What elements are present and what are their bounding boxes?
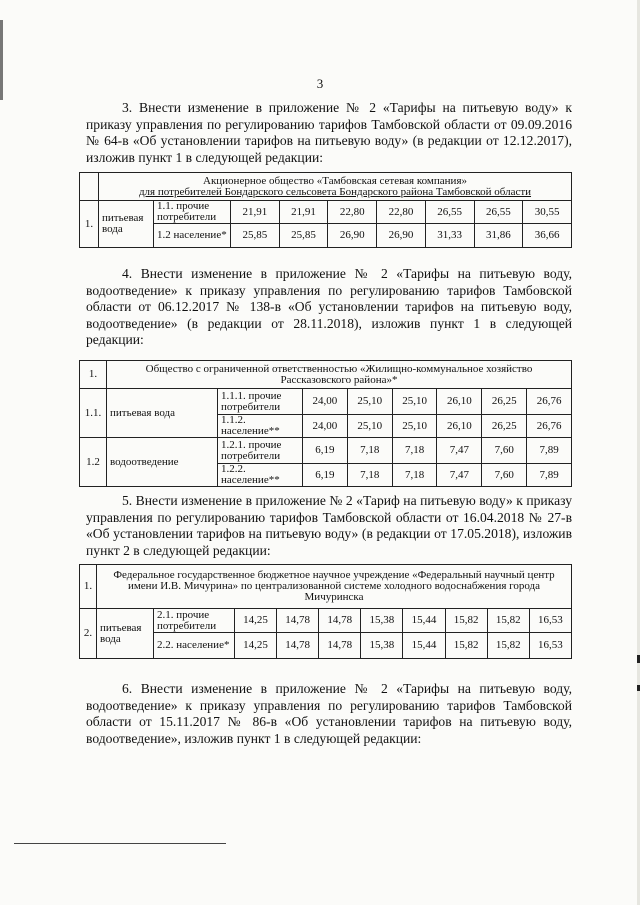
value-cell: 7,18 [347,464,392,487]
consumer-cell: 2.2. население* [154,633,235,659]
table-header: Акционерное общество «Тамбовская сетевая компания» для потребителей Бондарского сельсовета Бондарского района Тамбовской области [99,173,572,201]
value-cell: 15,38 [361,633,403,659]
value-cell: 7,60 [482,438,527,464]
value-cell: 30,55 [523,201,572,224]
table-row [80,224,572,248]
value-cell: 7,89 [527,464,572,487]
value-cell: 25,10 [392,415,437,438]
page-number: 3 [316,76,324,91]
value-cell: 26,25 [482,415,527,438]
value-cell: 25,85 [279,224,328,248]
value-cell: 7,47 [437,438,482,464]
value-cell: 31,86 [474,224,523,248]
consumer-cell: 2.1. прочие потребители [154,609,235,633]
value-cell: 26,76 [527,389,572,415]
value-cell: 26,90 [328,224,377,248]
table-row [80,633,572,659]
table-header-row [80,565,572,609]
table-header: Общество с ограниченной ответственностью «Жилищно-коммунальное хозяйство Рассказовского района»* [107,361,572,389]
value-cell: 21,91 [279,201,328,224]
value-cell: 36,66 [523,224,572,248]
row-number: 1. [80,201,99,248]
value-cell: 21,91 [231,201,280,224]
value-cell: 26,10 [437,415,482,438]
value-cell: 7,18 [347,438,392,464]
value-cell: 15,38 [361,609,403,633]
row-number: 1.1. [80,389,107,438]
table-row [80,201,572,224]
value-cell: 25,10 [392,389,437,415]
service-cell: питьевая вода [107,389,218,438]
row-number: 1.2 [80,438,107,487]
value-cell: 25,85 [231,224,280,248]
value-cell: 7,18 [392,464,437,487]
consumer-cell: 1.2.2. население** [218,464,303,487]
paragraph-5: 5. Внести изменение в приложение № 2 «Тариф на питьевую воду» к приказу управления по регулированию тарифов Тамбовской области от 16.04.2018 № 27-в «Об установлении тарифов на питьевую воду» (в редакции от 17.05.2018), изложив пункт 2 в следующей редакции: [86,493,572,558]
tariff-table-2 [79,360,572,487]
table-row [80,609,572,633]
value-cell: 14,78 [319,609,361,633]
consumer-cell: 1.2.1. прочие потребители [218,438,303,464]
paragraph-4: 4. Внести изменение в приложение № 2 «Тарифы на питьевую воду, водоотведение» к приказу управления по регулированию тарифов Тамбовской области от 06.12.2017 № 138-в «Об установлении тарифов на питьевую воду, водоотведение» (в редакции от 28.11.2018), изложив пункт 1 в следующей редакции: [86,266,572,347]
row-number: 2. [80,609,97,659]
tariff-table-3 [79,564,572,659]
value-cell: 15,44 [403,633,445,659]
service-cell: питьевая вода [99,201,154,248]
value-cell: 6,19 [303,438,348,464]
value-cell: 16,53 [529,633,571,659]
consumer-cell: 1.1.1. прочие потребители [218,389,303,415]
table-header-row [80,173,572,201]
value-cell: 26,55 [425,201,474,224]
value-cell: 6,19 [303,464,348,487]
value-cell: 14,78 [277,633,319,659]
value-cell: 14,25 [235,609,277,633]
table-row [80,389,572,415]
value-cell: 31,33 [425,224,474,248]
value-cell: 25,10 [347,389,392,415]
value-cell: 16,53 [529,609,571,633]
value-cell: 15,82 [487,609,529,633]
value-cell: 15,82 [445,609,487,633]
value-cell: 26,25 [482,389,527,415]
tariff-table-1 [79,172,572,248]
consumer-cell: 1.2 население* [154,224,231,248]
row-number: 1. [80,565,97,609]
consumer-cell: 1.1.2. население** [218,415,303,438]
value-cell: 22,80 [328,201,377,224]
value-cell: 14,78 [277,609,319,633]
value-cell: 24,00 [303,415,348,438]
value-cell: 15,44 [403,609,445,633]
value-cell: 26,90 [377,224,426,248]
value-cell: 15,82 [445,633,487,659]
paragraph-3: 3. Внести изменение в приложение № 2 «Тарифы на питьевую воду» к приказу управления по регулированию тарифов Тамбовской области от 09.09.2016 № 64-в «Об установлении тарифов на питьевую воду» (в редакции от 12.12.2017), изложив пункт 1 в следующей редакции: [86,100,572,165]
value-cell: 26,55 [474,201,523,224]
value-cell: 26,76 [527,415,572,438]
value-cell: 24,00 [303,389,348,415]
service-cell: водоотведение [107,438,218,487]
value-cell: 7,18 [392,438,437,464]
table-header: Федеральное государственное бюджетное научное учреждение «Федеральный научный центр имени И.В. Мичурина» по централизованной системе холодного водоснабжения города Мичуринска [97,565,572,609]
value-cell: 22,80 [377,201,426,224]
service-cell: питьевая вода [97,609,154,659]
table-header-row [80,361,572,389]
value-cell: 14,25 [235,633,277,659]
paragraph-6: 6. Внести изменение в приложение № 2 «Тарифы на питьевую воду, водоотведение» к приказу управления по регулированию тарифов Тамбовской области от 15.11.2017 № 86-в «Об установлении тарифов на питьевую воду, водоотведение», изложив пункт 1 в следующей редакции: [86,681,572,746]
table-row [80,438,572,464]
value-cell: 7,47 [437,464,482,487]
value-cell: 7,89 [527,438,572,464]
consumer-cell: 1.1. прочие потребители [154,201,231,224]
row-number: 1. [80,361,107,389]
value-cell: 14,78 [319,633,361,659]
value-cell: 15,82 [487,633,529,659]
value-cell: 26,10 [437,389,482,415]
value-cell: 25,10 [347,415,392,438]
bottom-rule [14,843,226,844]
value-cell: 7,60 [482,464,527,487]
